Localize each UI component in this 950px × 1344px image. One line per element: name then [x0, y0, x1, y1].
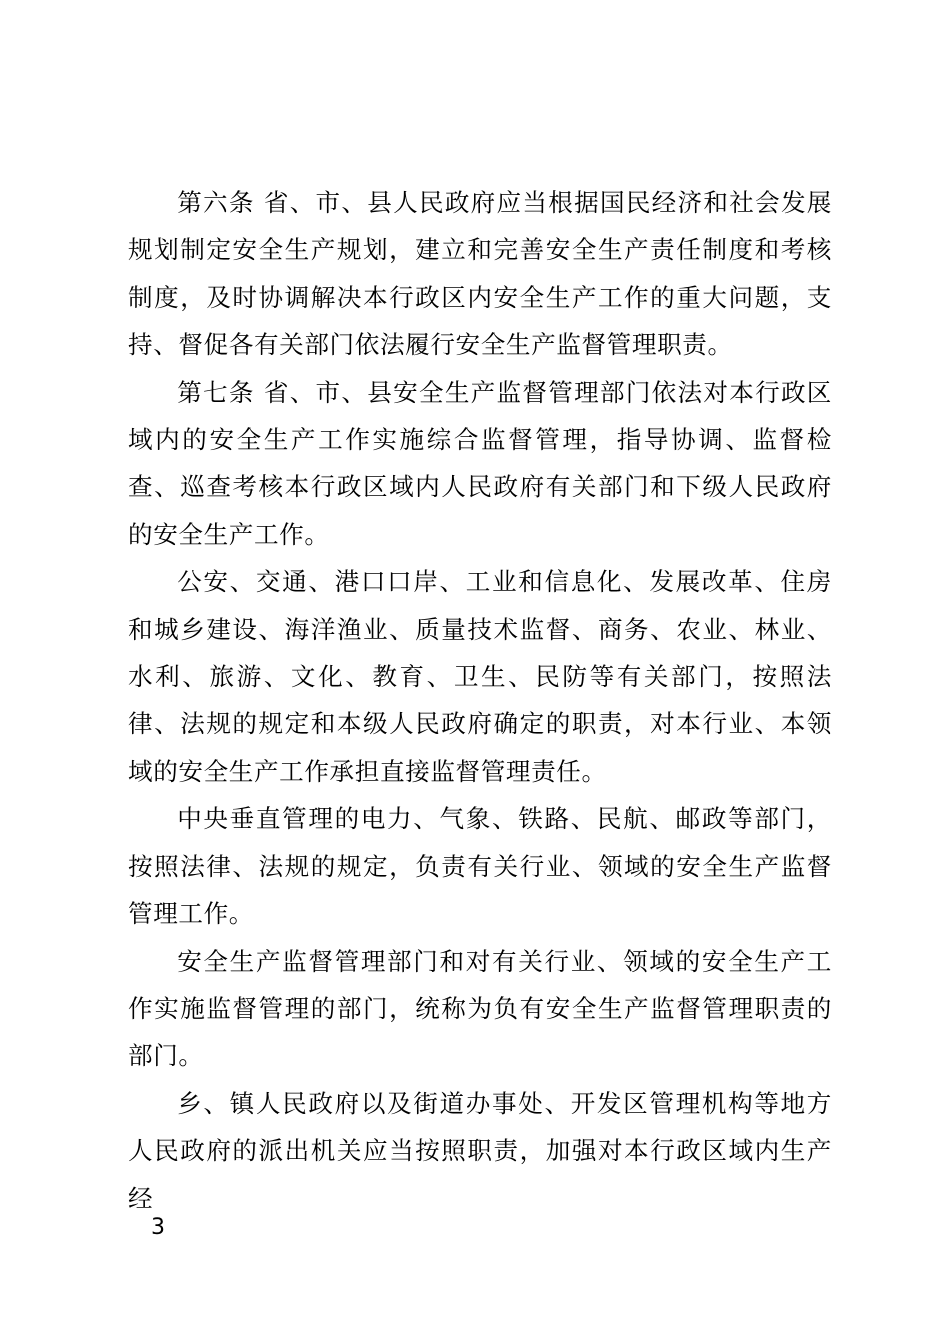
paragraph-article-6: 第六条 省、市、县人民政府应当根据国民经济和社会发展规划制定安全生产规划，建立和完善安全生产责任制度和考核制度，及时协调解决本行政区内安全生产工作的重大问题，支持、督促各有关部门依法履行安全生产监督管理职责。: [128, 188, 832, 360]
paragraph-definition: 安全生产监督管理部门和对有关行业、领域的安全生产工作实施监督管理的部门，统称为负有安全生产监督管理职责的部门。: [128, 946, 832, 1071]
page-number: 3: [151, 1215, 165, 1240]
document-body: [128, 179, 832, 1222]
paragraph-township: 乡、镇人民政府以及街道办事处、开发区管理机构等地方人民政府的派出机关应当按照职责，加强对本行政区域内生产经: [128, 1088, 832, 1213]
paragraph-article-7: 第七条 省、市、县安全生产监督管理部门依法对本行政区域内的安全生产工作实施综合监督管理，指导协调、监督检查、巡查考核本行政区域内人民政府有关部门和下级人民政府的安全生产工作。: [128, 377, 832, 549]
paragraph-departments: 公安、交通、港口口岸、工业和信息化、发展改革、住房和城乡建设、海洋渔业、质量技术监督、商务、农业、林业、水利、旅游、文化、教育、卫生、民防等有关部门，按照法律、法规的规定和本级人民政府确定的职责，对本行业、本领域的安全生产工作承担直接监督管理责任。: [128, 567, 832, 786]
paragraph-central-departments: 中央垂直管理的电力、气象、铁路、民航、邮政等部门，按照法律、法规的规定，负责有关行业、领域的安全生产监督管理工作。: [128, 804, 832, 929]
